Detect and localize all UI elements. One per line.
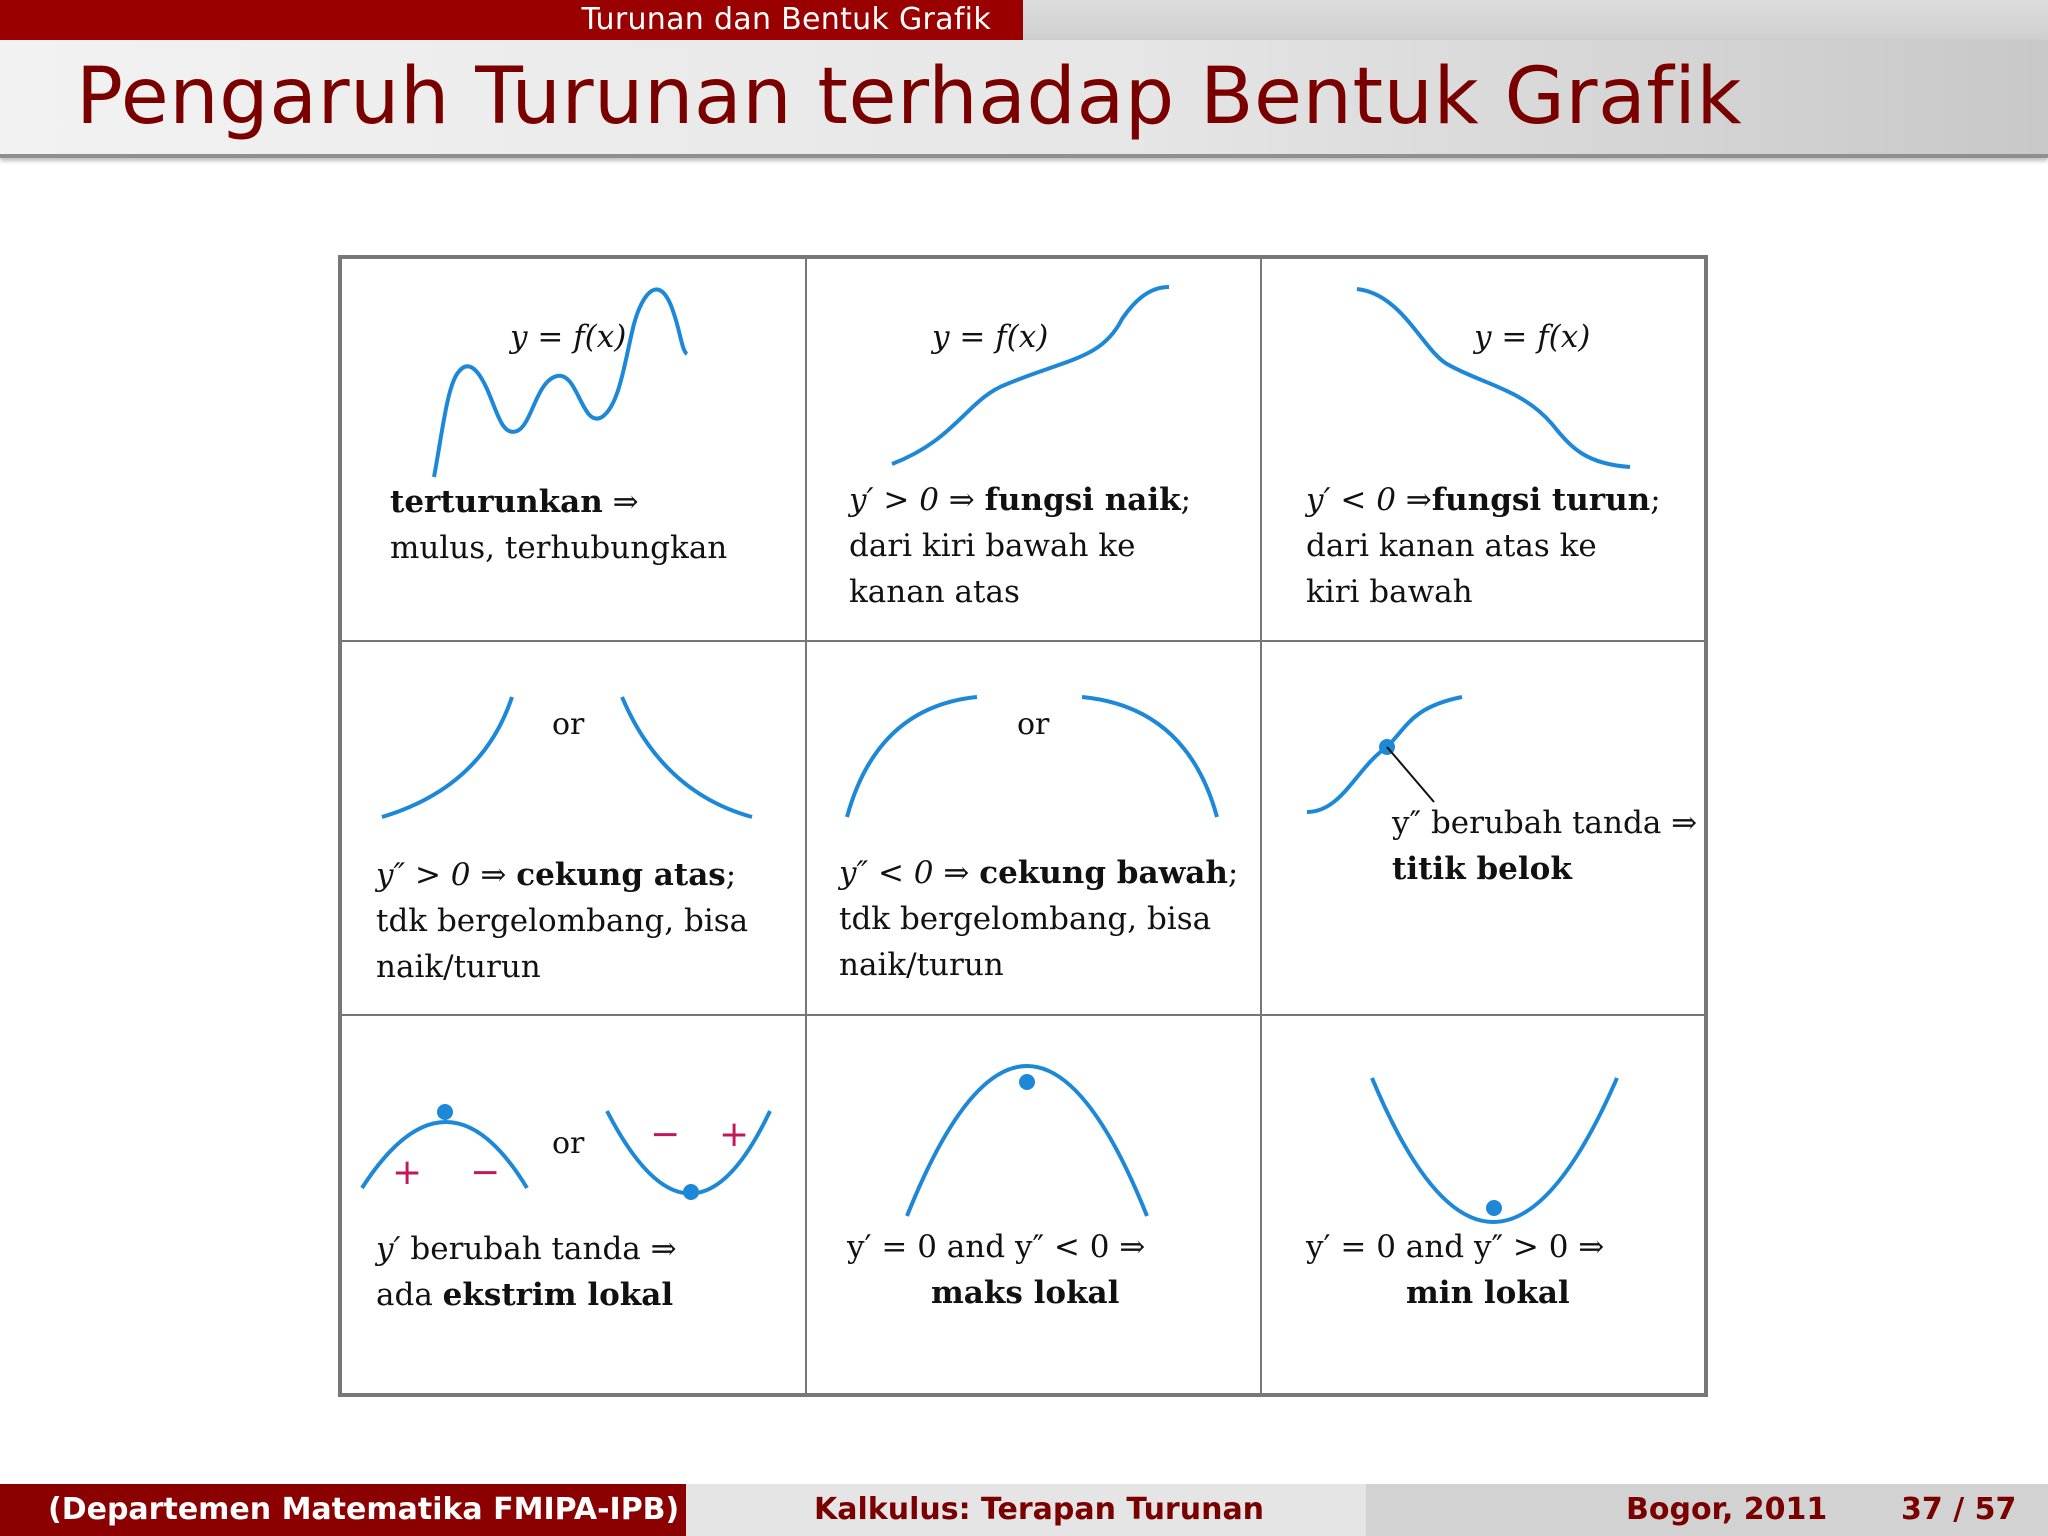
footer-right [1366,1484,2048,1536]
cell-local-extremum [341,1015,806,1394]
function-label: y = f(x) [932,319,1049,355]
punct: ; [1650,482,1661,518]
text-bold: fungsi turun [1431,482,1651,518]
title-bar [0,40,2048,158]
max-point [437,1104,453,1120]
cell-text [849,477,1191,615]
text-bold: fungsi naik [984,482,1181,518]
footer-bar [0,1484,2048,1536]
text-line: mulus, terhubungkan [390,530,728,566]
text-bold: cekung bawah [979,855,1228,891]
concave-down-curve-left [847,697,977,817]
math-condition: y′ < 0 ⇒ [1306,482,1432,518]
min-point [683,1184,699,1200]
math-condition: y′ [376,1231,401,1267]
text-bold: titik belok [1392,851,1572,887]
function-label: y = f(x) [1474,319,1591,355]
concave-up-curve-right [622,697,752,817]
section-bar-right [1023,0,2048,40]
wavy-curve [434,289,687,477]
text-line: y′ = 0 and y″ > 0 ⇒ [1306,1229,1605,1265]
text-bold: maks lokal [931,1275,1120,1311]
cell-text [376,1226,677,1318]
section-title: Turunan dan Bentuk Grafik [581,2,991,37]
plus-sign: + [719,1114,750,1155]
decreasing-curve [1357,289,1630,467]
cell-concave-down [806,641,1261,1015]
text-line: naik/turun [376,949,541,985]
pointer-line [1387,747,1434,802]
text-bold: ekstrim lokal [442,1277,674,1313]
text-line: y″ berubah tanda ⇒ [1392,805,1698,841]
footer-author [0,1484,686,1536]
minus-sign: − [470,1152,501,1193]
math-condition: y′ > 0 ⇒ [849,482,985,518]
cell-differentiable [341,258,806,641]
text-line: tdk bergelombang, bisa [376,903,749,939]
text-line: naik/turun [839,947,1004,983]
cell-text [376,852,748,990]
text-line: dari kanan atas ke [1306,528,1597,564]
min-point [1486,1200,1502,1216]
cell-text [390,479,727,571]
text-line: dari kiri bawah ke [849,528,1136,564]
arrow: ⇒ [602,484,639,520]
function-label: y = f(x) [510,319,627,355]
cell-local-min [1261,1015,1705,1394]
or-label: or [552,707,585,742]
punct: ; [725,857,737,893]
text-line: tdk bergelombang, bisa [839,901,1212,937]
cell-text [1306,477,1661,615]
cell-text [839,850,1238,988]
concave-up-curve-left [382,697,512,817]
frame-title: Pengaruh Turunan terhadap Bentuk Grafik [76,52,1743,142]
text-line: kiri bawah [1306,574,1473,610]
footer-title: Kalkulus: Terapan Turunan [814,1492,1265,1527]
wavy-curve-graph [342,259,807,642]
text-line: ada [376,1277,443,1313]
header-bar [0,0,2048,40]
local-min-graph [1262,1016,1706,1395]
footer-institution: (Departemen Matematika FMIPA-IPB) [48,1492,680,1527]
max-point [1019,1074,1035,1090]
footer-center [686,1484,1366,1536]
minus-sign: − [650,1114,681,1155]
extremum-graph [342,1016,807,1395]
math-condition: y″ > 0 ⇒ [376,857,517,893]
cell-local-max [806,1015,1261,1394]
punct: ; [1227,855,1239,891]
max-curve [362,1122,527,1188]
section-bar [0,0,1023,40]
text-bold: min lokal [1406,1275,1570,1311]
concave-down-curve-right [1082,697,1217,817]
text-line: y′ = 0 and y″ < 0 ⇒ [847,1229,1146,1265]
text-bold: terturunkan [390,484,603,520]
cell-increasing [806,258,1261,641]
cell-text [1392,800,1697,892]
math-condition: y″ < 0 ⇒ [839,855,980,891]
cell-text [847,1224,1145,1316]
footer-place-year: Bogor, 2011 [1626,1492,1828,1527]
derivative-shape-table [338,255,1708,1397]
text-line: berubah tanda ⇒ [400,1231,677,1267]
increasing-curve [892,287,1169,464]
plus-sign: + [392,1152,423,1193]
cell-text [1306,1224,1604,1316]
cell-inflection [1261,641,1705,1015]
cell-concave-up [341,641,806,1015]
text-bold: cekung atas [516,857,726,893]
or-label: or [552,1126,585,1161]
text-line: kanan atas [849,574,1020,610]
punct: ; [1180,482,1192,518]
page-number: 37 / 57 [1901,1492,2017,1527]
local-max-graph [807,1016,1262,1395]
cell-decreasing [1261,258,1705,641]
or-label: or [1017,707,1050,742]
